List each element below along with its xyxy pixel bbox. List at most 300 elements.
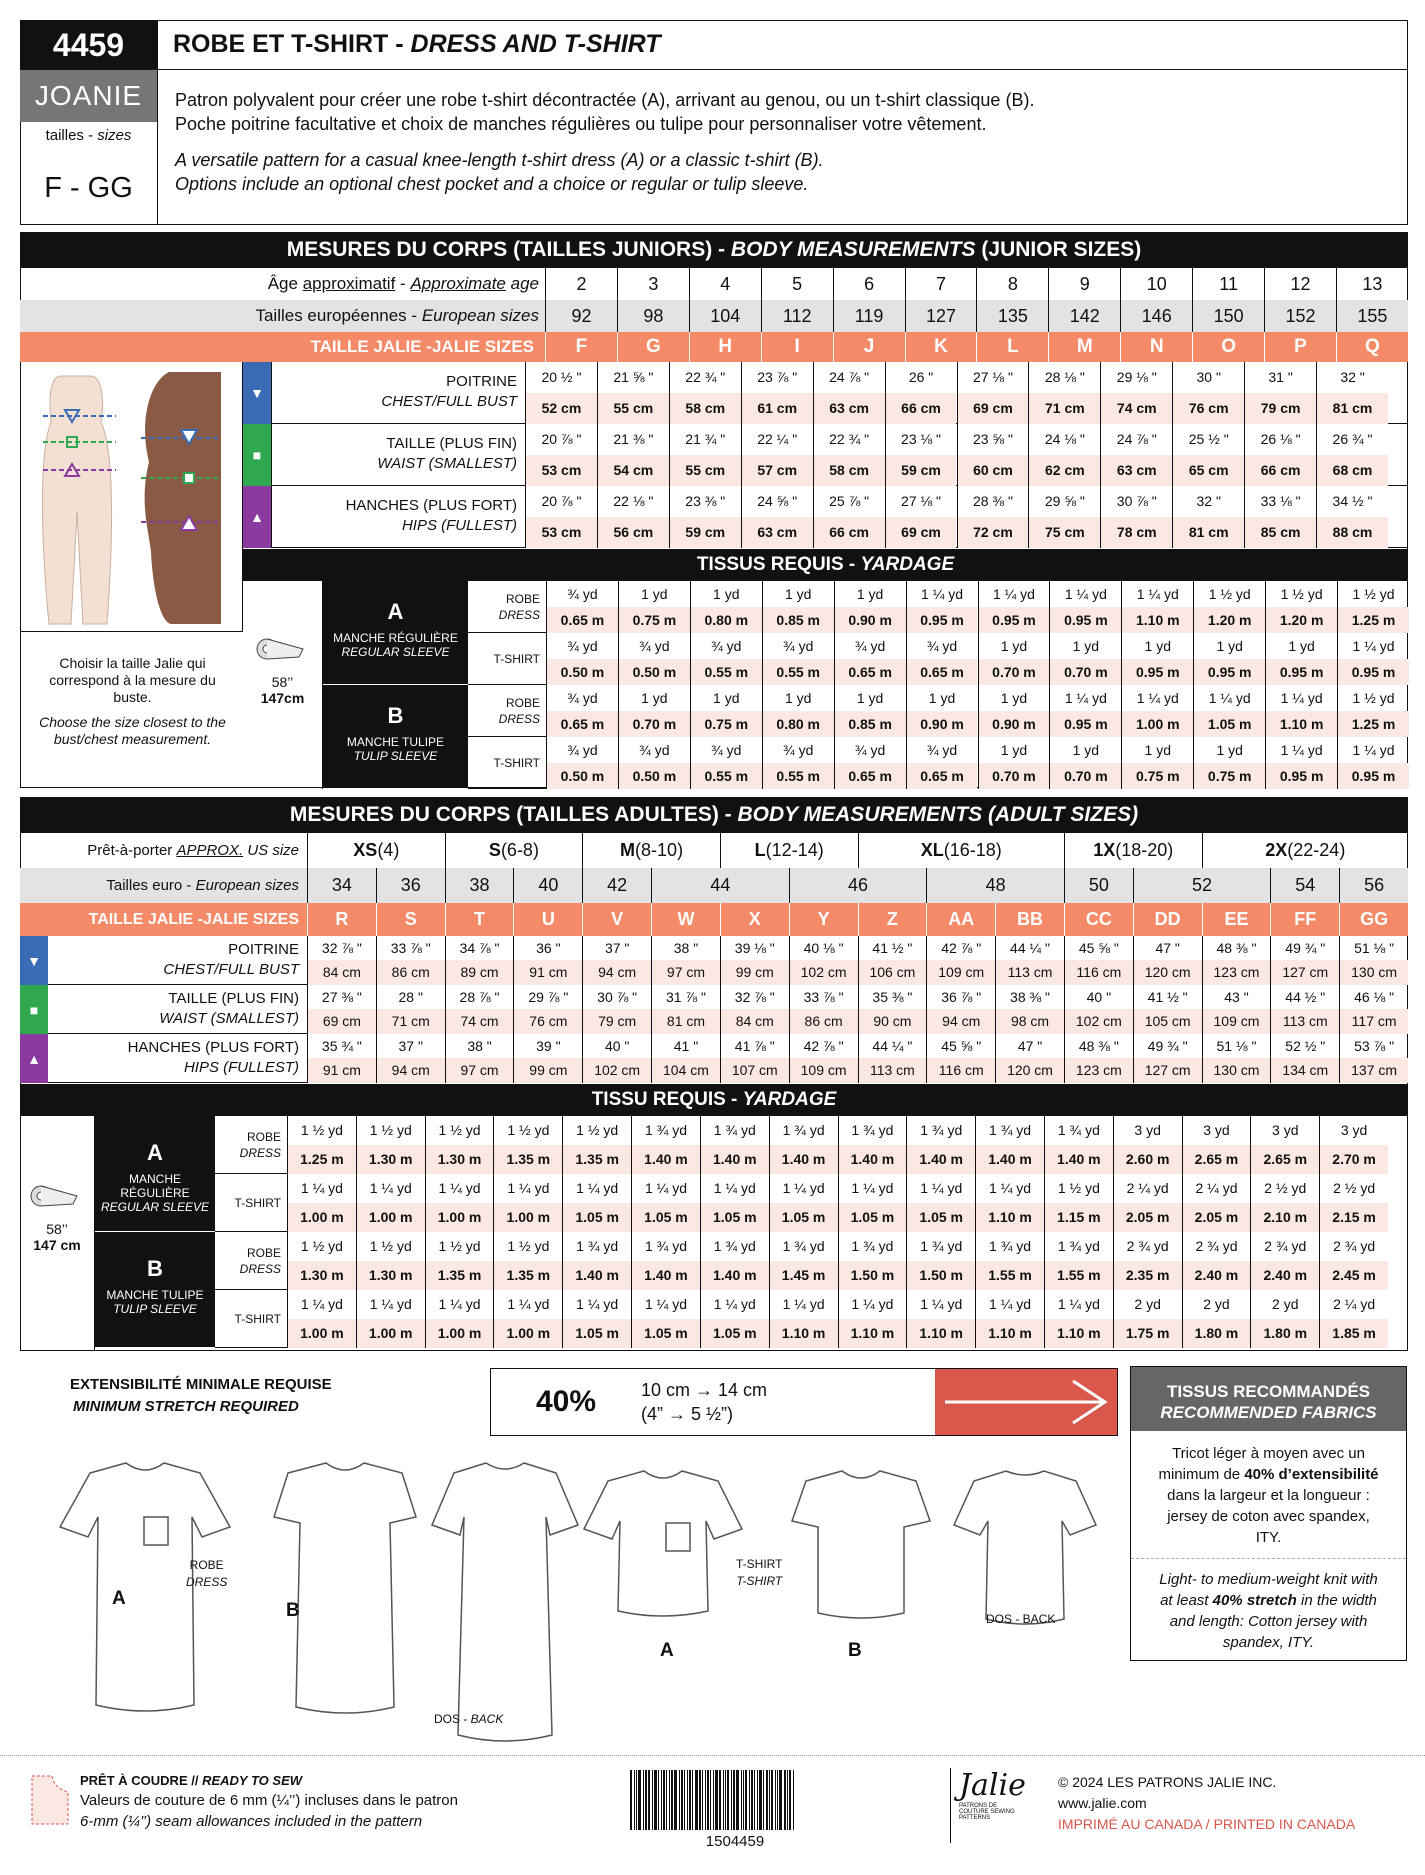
yardage-cell (618, 737, 690, 789)
chest-cm: 74 cm (1101, 393, 1172, 424)
yardage-yd: 1 ¼ yd (1136, 690, 1179, 706)
yardage-m: 1.30 m (357, 1261, 425, 1290)
yardage-m: 0.65 m (907, 659, 978, 685)
chest-cell (813, 362, 885, 424)
adult-chest-cell (1064, 936, 1133, 985)
adult-euro-cell: 44 (651, 868, 789, 903)
adult-hips-cm: 97 cm (446, 1058, 514, 1083)
robe-label: ROBE (246, 1246, 281, 1260)
adult-waist-inches: 28 " (398, 989, 423, 1005)
adult-chest-cm: 84 cm (308, 960, 376, 985)
yardage-m: 0.50 m (619, 763, 690, 789)
yardage-cell (769, 1232, 838, 1290)
yardage-cell (631, 1232, 700, 1290)
hips-cm: 53 cm (526, 517, 597, 548)
adult-waist-inches: 46 ⅛ " (1354, 989, 1395, 1005)
barcode-bar (784, 1770, 786, 1830)
yardage-yd: 1 ¾ yd (782, 1122, 825, 1138)
hips-cm: 75 cm (1029, 517, 1100, 548)
chest-cell (1172, 362, 1244, 424)
yardage-m: 0.65 m (907, 763, 978, 789)
adult-chest-inches: 41 ½ " (872, 940, 913, 956)
yardage-m: 1.55 m (976, 1261, 1044, 1290)
yardage-m: 0.75 m (1194, 763, 1265, 789)
adult-chest-cm: 123 cm (1203, 960, 1271, 985)
barcode-bar (736, 1770, 739, 1830)
yardage-yd: 1 yd (928, 690, 956, 706)
yardage-yd: 1 ¼ yd (507, 1296, 550, 1312)
barcode-bar (684, 1770, 685, 1830)
adult-hips-inches: 37 " (398, 1038, 423, 1054)
yardage-cell (838, 1290, 907, 1348)
yardage-m: 2.65 m (1183, 1145, 1251, 1174)
dress-label-a (468, 581, 546, 633)
yardage-yd: 1 ½ yd (369, 1122, 412, 1138)
yardage-yd: ¾ yd (854, 742, 886, 758)
sleeve-b-block (95, 1232, 215, 1348)
barcode-bar (645, 1770, 647, 1830)
adult-hips-inches: 41 " (673, 1038, 699, 1054)
yardage-cell (546, 685, 618, 737)
yardage-cell (1044, 1290, 1113, 1348)
adult-euro-cell: 48 (926, 868, 1064, 903)
yardage-yd: 1 ¼ yd (1064, 586, 1107, 602)
yardage-yd: 1 ¼ yd (300, 1296, 343, 1312)
barcode-bar (745, 1770, 747, 1830)
yardage-cell (1265, 737, 1337, 789)
hips-cm: 66 cm (814, 517, 885, 548)
jalie-cell: N (1120, 332, 1192, 362)
yardage-yd: 1 ¼ yd (713, 1296, 756, 1312)
hips-inches: 29 ⅝ " (1044, 493, 1085, 509)
adult-euro-row (20, 868, 1408, 903)
adult-jalie-cell: S (376, 903, 445, 936)
yardage-cell (1250, 1290, 1319, 1348)
yardage-yd: ¾ yd (639, 742, 670, 758)
adult-chest-cm: 113 cm (996, 960, 1064, 985)
waist-cell (957, 424, 1029, 486)
adult-euro-cell: 46 (789, 868, 927, 903)
barcode-bar (771, 1770, 773, 1830)
adult-chest-cell (307, 936, 376, 985)
yardage-m: 0.95 m (1266, 763, 1337, 789)
hips-inches: 24 ⅝ " (757, 493, 798, 509)
yardage-yd: 1 ¼ yd (782, 1180, 825, 1196)
adult-waist-cell (307, 985, 376, 1034)
stretch-percent: 40% (535, 1385, 597, 1418)
barcode-bar (687, 1770, 688, 1830)
yardage-m: 0.95 m (1122, 659, 1193, 685)
adult-chest-cell (789, 936, 858, 985)
yardage-yd: 1 ½ yd (507, 1238, 550, 1254)
adult-chest-row (20, 936, 1408, 985)
adult-chest-inches: 42 ⅞ " (941, 940, 982, 956)
yardage-yd: 1 yd (784, 690, 812, 706)
barcode-bar (661, 1770, 662, 1830)
barcode-bar (671, 1770, 673, 1830)
yardage-m: 1.75 m (1114, 1319, 1182, 1348)
view-tshirt-label: T-SHIRT T-SHIRT (736, 1557, 783, 1588)
adult-euro-cell: 52 (1133, 868, 1271, 903)
yardage-yd: 2 ½ yd (1333, 1180, 1376, 1196)
yardage-yd: 1 yd (713, 690, 740, 706)
yardage-cell (690, 581, 762, 633)
yardage-m: 1.05 m (770, 1203, 838, 1232)
view-b-letter: B (286, 1600, 300, 1621)
yardage-cell (1182, 1290, 1251, 1348)
hips-cm: 56 cm (598, 517, 669, 548)
yardage-yd: 1 ¼ yd (851, 1180, 894, 1196)
waist-cell (1316, 424, 1388, 486)
chest-inches: 27 ⅛ " (972, 369, 1013, 385)
size-note: Choisir la taille Jalie qui correspond à la mesure du buste. Choose the size closest to the bust/chest measurement. (39, 655, 226, 747)
yardage-m: 1.05 m (839, 1203, 907, 1232)
yardage-yd: ¾ yd (783, 638, 814, 654)
yardage-yd: 1 yd (1000, 742, 1028, 758)
hips-inches: 30 ⅞ " (1116, 493, 1157, 509)
sizes-label: tailles - sizes (45, 127, 132, 144)
age-label: Âge approximatif - Approximate age (267, 274, 539, 293)
yardage-cell (1049, 633, 1121, 685)
euro-values (545, 300, 1408, 332)
yardage-yd: 1 ½ yd (300, 1122, 343, 1138)
hips-inches: 32 " (1196, 493, 1221, 509)
yardage-yd: 1 ½ yd (1208, 586, 1251, 602)
page-title: ROBE ET T-SHIRT - DRESS AND T-SHIRT (158, 20, 1408, 70)
yardage-cell (287, 1232, 356, 1290)
yardage-m: 1.05 m (563, 1319, 631, 1348)
waist-inches: 23 ⅛ " (901, 431, 942, 447)
stretch-values: 10 cm → 14 cm (4” → 5 ½”) (641, 1380, 768, 1424)
adult-hips-row (20, 1034, 1408, 1083)
yardage-yd: 1 ¼ yd (576, 1180, 619, 1196)
yardage-m: 2.15 m (1320, 1203, 1388, 1232)
yardage-yd: 1 ¼ yd (920, 1180, 963, 1196)
hips-cell (1100, 486, 1172, 548)
chest-inches: 24 ⅞ " (829, 369, 870, 385)
adult-waist-cm: 117 cm (1340, 1009, 1408, 1034)
waist-cell (885, 424, 957, 486)
adult-waist-row (20, 985, 1408, 1034)
footer-divider (0, 1755, 1425, 1756)
adult-hips-cm: 130 cm (1203, 1058, 1271, 1083)
yardage-cell (769, 1116, 838, 1174)
adult-waist-cm: 71 cm (377, 1009, 445, 1034)
age-cell: 2 (545, 268, 617, 300)
hips-cell (669, 486, 741, 548)
robe-label: ROBE (246, 1130, 281, 1144)
right-arrow-icon (935, 1369, 1117, 1435)
waist-label-fr: TAILLE (PLUS FIN) (386, 435, 517, 452)
chest-cm: 58 cm (670, 393, 741, 424)
yardage-yd: 1 ¾ yd (713, 1122, 756, 1138)
adult-waist-cell (582, 985, 651, 1034)
yardage-m: 1.10 m (907, 1319, 975, 1348)
hips-cell (813, 486, 885, 548)
barcode-bar (689, 1770, 691, 1830)
yardage-m: 1.50 m (907, 1261, 975, 1290)
view-b-tee-letter: B (848, 1640, 862, 1661)
yardage-m: 0.95 m (1266, 659, 1337, 685)
robe-label: ROBE (505, 696, 540, 710)
yardage-cell (1319, 1116, 1388, 1174)
euro-cell: 146 (1120, 300, 1192, 332)
yardage-cell (700, 1232, 769, 1290)
desc-en-2: Options include an optional chest pocket and a choice or regular or tulip sleeve. (175, 174, 809, 194)
yardage-cell (1250, 1116, 1319, 1174)
euro-label: Tailles européennes - European sizes (255, 306, 539, 325)
age-cell: 6 (833, 268, 905, 300)
waist-cell (741, 424, 813, 486)
adult-waist-cell (789, 985, 858, 1034)
waist-cm: 60 cm (958, 455, 1029, 486)
yardage-m: 1.00 m (426, 1319, 494, 1348)
chest-cm: 69 cm (958, 393, 1029, 424)
yardage-m: 1.30 m (426, 1145, 494, 1174)
rtw-us: (4) (377, 840, 400, 860)
yardage-cell (287, 1174, 356, 1232)
yardage-cell (1319, 1174, 1388, 1232)
yardage-cell (978, 685, 1050, 737)
footer-info: © 2024 LES PATRONS JALIE INC. www.jalie.com IMPRIMÉ AU CANADA / PRINTED IN CANADA (1058, 1774, 1356, 1832)
adult-chest-label (48, 936, 307, 985)
chest-label-en: CHEST/FULL BUST (381, 393, 517, 410)
barcode-bar (630, 1770, 632, 1830)
barcode-bar (636, 1770, 637, 1830)
dress-label: DRESS (239, 1262, 281, 1276)
adult-hips-cell (995, 1034, 1064, 1083)
barcode-bar (692, 1770, 693, 1830)
ready-to-sew: PRÊT À COUDRE // READY TO SEW (80, 1773, 303, 1788)
adult-waist-label (48, 985, 307, 1034)
rtw-cell (1064, 833, 1202, 868)
adult-chest-cm: 97 cm (652, 960, 720, 985)
chest-cell (525, 362, 597, 424)
barcode-bar (707, 1770, 709, 1830)
yardage-m: 0.55 m (691, 763, 762, 789)
adult-chest-inches: 48 ⅜ " (1216, 940, 1257, 956)
yardage-yd: 2 ¾ yd (1195, 1238, 1238, 1254)
yardage-cell (562, 1232, 631, 1290)
adult-waist-inches: 36 ⅞ " (941, 989, 982, 1005)
junior-title-bar: MESURES DU CORPS (TAILLES JUNIORS) - BODY MEASUREMENTS (JUNIOR SIZES) (20, 232, 1408, 268)
adult-chest-cm: 106 cm (859, 960, 927, 985)
barcode-bar (743, 1770, 744, 1830)
barcode-bar (779, 1770, 782, 1830)
adult-chest-cell (720, 936, 789, 985)
rtw-cell (720, 833, 858, 868)
adult-hips-inches: 52 ½ " (1285, 1038, 1326, 1054)
yardage-cell (562, 1174, 631, 1232)
yardage-m: 0.50 m (547, 763, 618, 789)
age-cell: 9 (1048, 268, 1120, 300)
adult-hips-cell (1202, 1034, 1271, 1083)
chest-cm: 76 cm (1173, 393, 1244, 424)
adult-waist-cm: 79 cm (583, 1009, 651, 1034)
yardage-yd: 1 ¼ yd (989, 1180, 1032, 1196)
yardage-yd: 1 yd (1000, 638, 1028, 654)
yardage-m: 0.95 m (979, 607, 1050, 633)
barcode-bar (766, 1770, 768, 1830)
barcode-bar (719, 1770, 721, 1830)
hips-cell (885, 486, 957, 548)
yardage-cell (618, 685, 690, 737)
adult-waist-cell (858, 985, 927, 1034)
chest-cm: 71 cm (1029, 393, 1100, 424)
jalie-cell: I (761, 332, 833, 362)
yardage-m: 1.85 m (1320, 1319, 1388, 1348)
barcode-bar (699, 1770, 701, 1830)
adult-chest-cm: 94 cm (583, 960, 651, 985)
jalie-cell: Q (1336, 332, 1408, 362)
adult-jalie-values (307, 903, 1408, 936)
adult-chest-cm: 102 cm (790, 960, 858, 985)
yardage-cell (425, 1116, 494, 1174)
waist-cell (597, 424, 669, 486)
yardage-cell (1193, 737, 1265, 789)
adult-jalie-cell: X (720, 903, 789, 936)
yardage-yd: 3 yd (1134, 1122, 1161, 1138)
adult-hips-inches: 40 " (604, 1038, 630, 1054)
adult-jalie-cell: EE (1202, 903, 1271, 936)
barcode-bar (751, 1770, 753, 1830)
yardage-m: 1.10 m (1122, 607, 1193, 633)
tee-label-b (215, 1290, 287, 1348)
yardage-m: 2.10 m (1251, 1203, 1319, 1232)
adult-waist-cell (1064, 985, 1133, 1034)
yardage-yd: 1 ¾ yd (851, 1238, 894, 1254)
adult-hips-cell (513, 1034, 582, 1083)
yardage-m: 0.80 m (691, 607, 762, 633)
adult-jalie-cell: W (651, 903, 720, 936)
adult-euro-label: Tailles euro - European sizes (106, 877, 299, 894)
barcode-bar (669, 1770, 670, 1830)
adult-hips-cm: 102 cm (583, 1058, 651, 1083)
adult-hips-cm: 134 cm (1271, 1058, 1339, 1083)
yardage-yd: ¾ yd (567, 690, 598, 706)
yardage-yd: ¾ yd (711, 638, 742, 654)
adult-hips-cm: 127 cm (1134, 1058, 1202, 1083)
waist-marker-icon: ■ (252, 447, 262, 463)
adult-jalie-cell: BB (995, 903, 1064, 936)
chest-cm: 52 cm (526, 393, 597, 424)
waist-row (243, 424, 1408, 486)
yardage-cell (906, 1232, 975, 1290)
age-cell: 7 (905, 268, 977, 300)
yardage-yd: 1 yd (856, 690, 884, 706)
yardage-cell (1121, 633, 1193, 685)
yardage-cell (1319, 1290, 1388, 1348)
yardage-cell (838, 1116, 907, 1174)
adult-waist-cm: 76 cm (514, 1009, 582, 1034)
adult-jalie-cell: FF (1270, 903, 1339, 936)
yardage-cell (1182, 1116, 1251, 1174)
yardage-cell (425, 1232, 494, 1290)
yardage-m: 1.05 m (701, 1203, 769, 1232)
adult-jalie-cell: CC (1064, 903, 1133, 936)
yardage-cell (834, 737, 906, 789)
adult-chest-inches: 40 ⅛ " (803, 940, 844, 956)
jalie-cell: K (905, 332, 977, 362)
adult-waist-cell (1270, 985, 1339, 1034)
chest-cm: 66 cm (886, 393, 957, 424)
waist-cm: 68 cm (1317, 455, 1388, 486)
barcode-bar (733, 1770, 735, 1830)
adult-chest-cm: 91 cm (514, 960, 582, 985)
waist-cm: 57 cm (742, 455, 813, 486)
adult-waist-inches: 27 ⅜ " (321, 989, 362, 1005)
view-a-letter: A (112, 1588, 126, 1609)
rtw-size: M (620, 840, 636, 860)
yardage-m: 1.30 m (357, 1145, 425, 1174)
adult-waist-cm: 90 cm (859, 1009, 927, 1034)
rtw-cell (1202, 833, 1408, 868)
adult-hips-cell (1270, 1034, 1339, 1083)
yardage-m: 1.40 m (907, 1145, 975, 1174)
age-cell: 13 (1336, 268, 1408, 300)
chest-cm: 79 cm (1245, 393, 1316, 424)
yardage-yd: 3 yd (1272, 1122, 1299, 1138)
yardage-yd: 1 yd (1288, 638, 1315, 654)
sleeve-b-en: TULIP SLEEVE (353, 749, 438, 763)
adult-hips-label (48, 1034, 307, 1083)
barcode-bar (666, 1770, 667, 1830)
adult-chest-inches: 44 ¼ " (1010, 940, 1051, 956)
junior-yardage-bar: TISSUS REQUIS - YARDAGE (243, 549, 1408, 581)
adult-chest-cell (1270, 936, 1339, 985)
adult-waist-cell (1339, 985, 1408, 1034)
back-label-dress: DOS - BACK (434, 1712, 504, 1726)
hips-label-en: HIPS (FULLEST) (401, 517, 517, 534)
adult-waist-cm: 86 cm (790, 1009, 858, 1034)
dress-label-b (468, 685, 546, 737)
chest-cell (957, 362, 1029, 424)
yardage-cell (906, 1174, 975, 1232)
junior-euro-row (20, 300, 1408, 332)
view-a-dress-label: ROBE DRESS (186, 1558, 228, 1589)
yardage-yd: 1 ½ yd (507, 1122, 550, 1138)
yardage-m: 1.05 m (632, 1203, 700, 1232)
yardage-cell (906, 581, 978, 633)
yardage-m: 1.80 m (1251, 1319, 1319, 1348)
barcode-bar (681, 1770, 683, 1830)
yardage-m: 1.10 m (1266, 711, 1337, 737)
rtw-us: (16-18) (943, 840, 1002, 860)
barcode-bar (723, 1770, 724, 1830)
barcode-bar (674, 1770, 677, 1830)
jalie-cell: G (617, 332, 689, 362)
yardage-cell (287, 1290, 356, 1348)
yardage-yd: 1 ¾ yd (576, 1238, 619, 1254)
yardage-yd: 2 ¼ yd (1195, 1180, 1238, 1196)
yardage-cell (562, 1290, 631, 1348)
hips-cell (1244, 486, 1316, 548)
yardage-cell (762, 581, 834, 633)
yardage-cell (975, 1290, 1044, 1348)
yardage-cell (700, 1174, 769, 1232)
adult-waist-inches: 35 ⅜ " (872, 989, 913, 1005)
yardage-cell (1193, 685, 1265, 737)
yardage-cell (1250, 1174, 1319, 1232)
adult-jalie-cell: DD (1133, 903, 1202, 936)
barcode-bar (731, 1770, 732, 1830)
adult-waist-label-fr: TAILLE (PLUS FIN) (168, 990, 299, 1007)
waist-cell (1172, 424, 1244, 486)
yardage-cell (1319, 1232, 1388, 1290)
adult-chest-inches: 32 ⅞ " (321, 940, 362, 956)
adult-hips-cm: 123 cm (1065, 1058, 1133, 1083)
adult-hips-inches: 38 " (467, 1038, 492, 1054)
